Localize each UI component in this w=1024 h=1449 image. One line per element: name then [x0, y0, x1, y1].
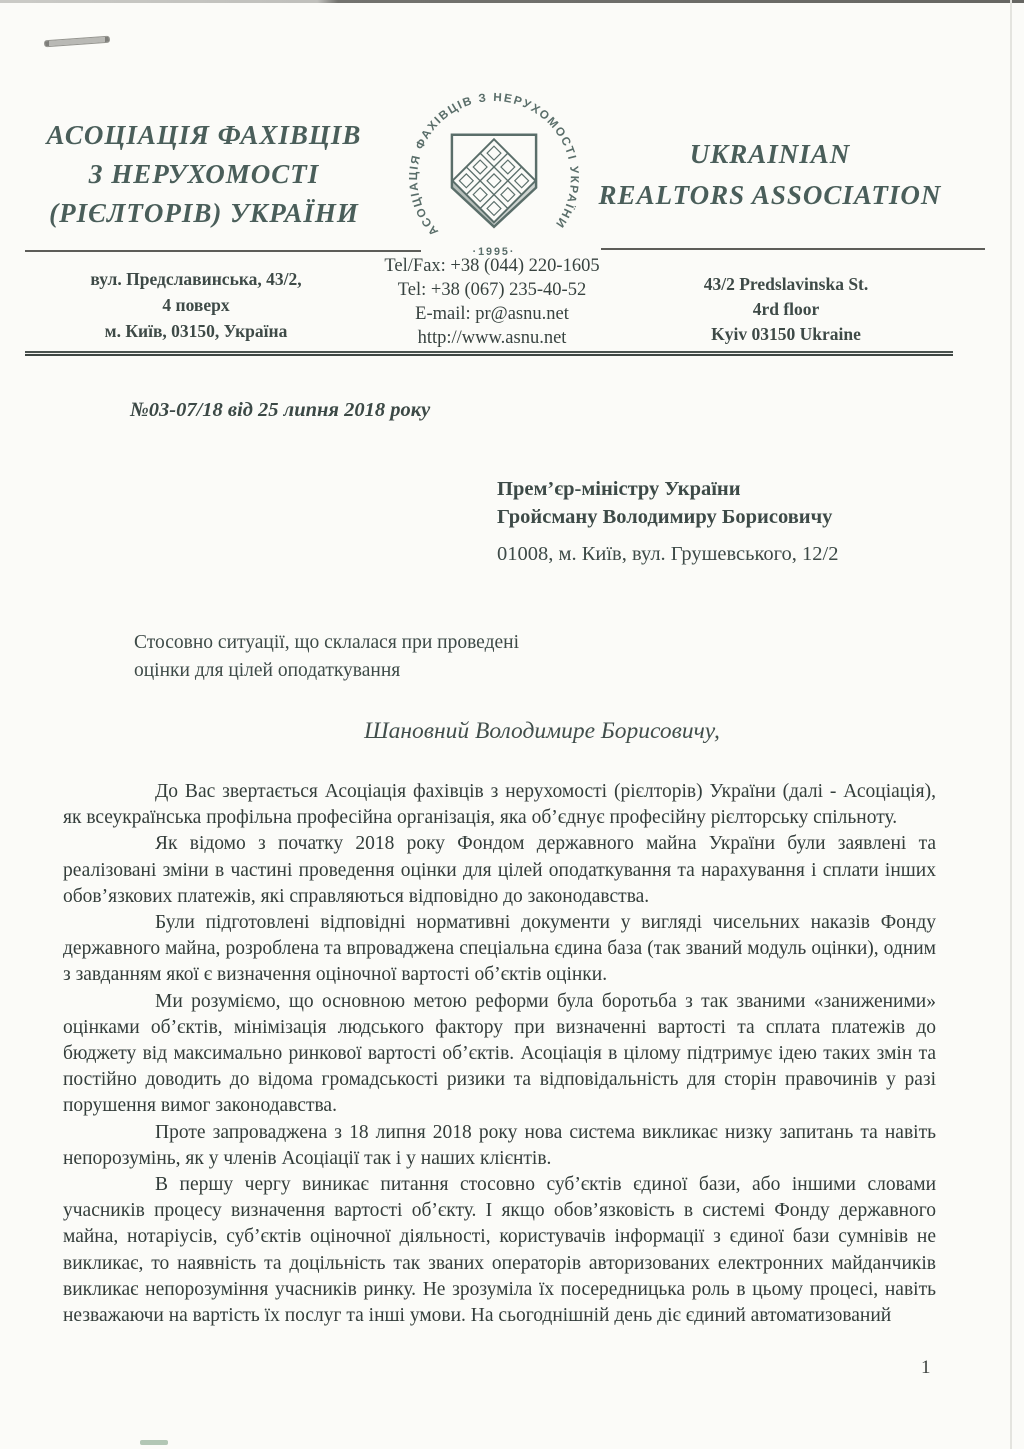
addressee-title: Прем’єр-міністру України	[497, 478, 741, 500]
logo-ring-text: АСОЦІАЦІЯ ФАХІВЦІВ З НЕРУХОМОСТІ УКРАЇНИ	[407, 90, 581, 238]
address-uk-line2: 4 поверх	[162, 295, 230, 315]
org-name-ukrainian	[28, 116, 380, 233]
address-en-line2: 4rd floor	[752, 299, 820, 319]
subject-block	[134, 629, 604, 684]
logo-emblem	[396, 78, 592, 264]
scan-bottom-smudge	[140, 1440, 168, 1445]
org-name-en-line2: REALTORS ASSOCIATION	[598, 180, 942, 210]
tel-line: Tel: +38 (067) 235-40-52	[397, 280, 587, 300]
contact-address-ukrainian	[40, 266, 352, 344]
org-name-uk-line1: АСОЦІАЦІЯ ФАХІВЦІВ	[46, 120, 362, 150]
scan-top-edge-artifact	[0, 0, 1024, 3]
subject-line2: оцінки для цілей оподаткування	[134, 659, 401, 681]
addressee-name: Гройсману Володимиру Борисовичу	[497, 505, 833, 528]
telfax-line: Tel/Fax: +38 (044) 220-1605	[384, 256, 600, 276]
logo-shield-icon	[452, 135, 536, 227]
logo-year-text: ·1995·	[472, 246, 516, 259]
paragraph-1: До Вас звертається Асоціація фахівців з нерухомості (рієлторів) України (далі - Асоціація), як всеукраїнська профільна професійна організація, яка об’єднує професійну рієлторську спільноту.	[63, 781, 936, 829]
address-uk-line3: м. Київ, 03150, Україна	[104, 321, 288, 341]
addressee-block	[497, 476, 967, 531]
page-number: 1	[921, 1357, 931, 1378]
paragraph-2: Як відомо з початку 2018 року Фондом державного майна України були заявлені та реалізовані зміни в частині проведення оцінки для цілей оподаткування та нарахування і сплати інших обов’язкових платежів, які справляються відповідно до законодавства.	[63, 833, 936, 907]
reference-number: №03-07/18 від 25 липня 2018 року	[130, 399, 431, 421]
contact-phones-web	[352, 254, 632, 350]
addressee-address: 01008, м. Київ, вул. Грушевського, 12/2	[497, 543, 839, 565]
contact-address-english	[648, 272, 924, 347]
staple-mark	[44, 36, 110, 48]
paragraph-3: Були підготовлені відповідні нормативні документи у вигляді чисельних наказів Фонду державного майна, розроблена та впроваджена спеціальна єдина база (так званий модуль оцінки), одним з завданням якої є визначення оціночної вартості об’єктів оцінки.	[63, 912, 936, 986]
letter-body	[63, 779, 936, 1329]
org-name-english	[588, 134, 952, 216]
address-uk-line1: вул. Предславинська, 43/2,	[90, 269, 302, 289]
address-en-line3: Kyiv 03150 Ukraine	[711, 324, 861, 344]
website-line: http://www.asnu.net	[417, 328, 567, 348]
letterhead-bottom-rule	[25, 351, 953, 356]
header-divider-right	[601, 248, 985, 250]
paragraph-4: Ми розуміємо, що основною метою реформи була боротьба з так званими «заниженими» оцінками об’єктів, мінімізація людського фактору при визначенні вартості та сплата платежів до бюджету від максимально ринкової вартості об’єктів. Асоціація в цілому підтримує ідею таких змін та постійно доводить до відома громадськості ризики та відповідальність для сторін правочинів у разі порушення вимог законодавства.	[63, 990, 936, 1117]
paragraph-6: В першу чергу виникає питання стосовно суб’єктів єдиної бази, або іншими словами учасників процесу визначення вартості об’єкту. І якщо обов’язковість в системі Фонду державного майна, нотаріусів, суб’єктів оціночної діяльності, користувачів інформації з єдиної бази сумнівів не викликає, то наявність та доцільність так званих операторів авторизованих електронних майданчиків викликає непорозуміння учасників ринку. Не зрозуміла їх посередницька роль в цьому процесі, навіть незважаючи на вартість їх послуг та інші умови. На сьогоднішній день діє єдиний автоматизований	[63, 1174, 936, 1327]
org-name-en-line1: UKRAINIAN	[689, 139, 851, 169]
header-divider-left	[25, 250, 421, 252]
org-name-uk-line2: З НЕРУХОМОСТІ	[88, 159, 320, 189]
paragraph-5: Проте запроваджена з 18 липня 2018 року нова система викликає низку запитань та навіть непорозумінь, як у членів Асоціації так і у наших клієнтів.	[63, 1121, 936, 1169]
scan-right-edge-artifact	[1010, 0, 1012, 1449]
subject-line1: Стосовно ситуації, що склалася при проведені	[134, 632, 520, 653]
salutation: Шановний Володимире Борисовичу,	[364, 718, 720, 744]
address-en-line1: 43/2 Predslavinska St.	[703, 274, 869, 294]
association-logo-icon	[396, 78, 592, 264]
org-name-uk-line3: (РІЄЛТОРІВ) УКРАЇНИ	[49, 198, 359, 228]
email-line: E-mail: pr@asnu.net	[415, 304, 569, 324]
